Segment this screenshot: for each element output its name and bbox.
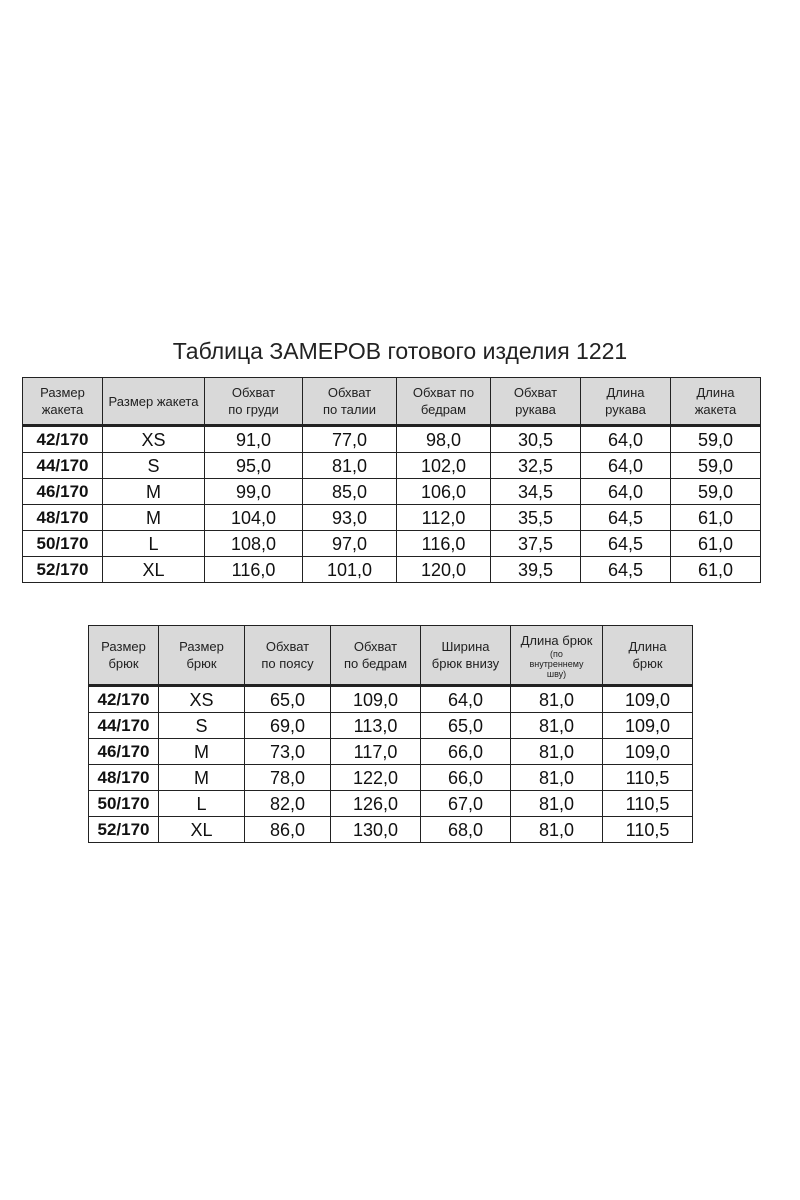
value-cell: 81,0 bbox=[303, 453, 397, 479]
size-cell: 42/170 bbox=[23, 426, 103, 453]
value-cell: L bbox=[103, 531, 205, 557]
size-cell: 46/170 bbox=[23, 479, 103, 505]
value-cell: L bbox=[159, 791, 245, 817]
value-cell: 101,0 bbox=[303, 557, 397, 583]
table-row bbox=[89, 713, 693, 739]
value-cell: 30,5 bbox=[491, 426, 581, 453]
size-cell: 50/170 bbox=[23, 531, 103, 557]
value-cell: 64,5 bbox=[581, 531, 671, 557]
value-cell: 81,0 bbox=[511, 739, 603, 765]
table-row bbox=[89, 739, 693, 765]
value-cell: 109,0 bbox=[603, 739, 693, 765]
column-header: Обхват по талии bbox=[303, 378, 397, 426]
size-cell: 48/170 bbox=[89, 765, 159, 791]
value-cell: 81,0 bbox=[511, 713, 603, 739]
size-cell: 48/170 bbox=[23, 505, 103, 531]
value-cell: 130,0 bbox=[331, 817, 421, 843]
value-cell: 112,0 bbox=[397, 505, 491, 531]
value-cell: 81,0 bbox=[511, 817, 603, 843]
column-header: Размер жакета bbox=[103, 378, 205, 426]
value-cell: 109,0 bbox=[603, 686, 693, 713]
table-row bbox=[89, 791, 693, 817]
value-cell: 110,5 bbox=[603, 791, 693, 817]
value-cell: 61,0 bbox=[671, 505, 761, 531]
value-cell: 91,0 bbox=[205, 426, 303, 453]
table-header-row bbox=[23, 378, 761, 426]
value-cell: 109,0 bbox=[603, 713, 693, 739]
column-header: Обхват по бедрам bbox=[331, 626, 421, 686]
value-cell: 117,0 bbox=[331, 739, 421, 765]
value-cell: 108,0 bbox=[205, 531, 303, 557]
table-row bbox=[23, 426, 761, 453]
value-cell: 61,0 bbox=[671, 531, 761, 557]
value-cell: 97,0 bbox=[303, 531, 397, 557]
table-row bbox=[89, 686, 693, 713]
value-cell: 64,5 bbox=[581, 557, 671, 583]
size-cell: 44/170 bbox=[89, 713, 159, 739]
value-cell: 106,0 bbox=[397, 479, 491, 505]
value-cell: M bbox=[159, 739, 245, 765]
table-row bbox=[23, 531, 761, 557]
value-cell: 109,0 bbox=[331, 686, 421, 713]
value-cell: 95,0 bbox=[205, 453, 303, 479]
value-cell: 66,0 bbox=[421, 739, 511, 765]
value-cell: 102,0 bbox=[397, 453, 491, 479]
column-header: Длина жакета bbox=[671, 378, 761, 426]
table-row bbox=[23, 557, 761, 583]
jacket-measurements-table bbox=[22, 377, 761, 583]
value-cell: 93,0 bbox=[303, 505, 397, 531]
column-header-note: (по внутреннему шву) bbox=[529, 648, 584, 679]
value-cell: 59,0 bbox=[671, 479, 761, 505]
value-cell: 32,5 bbox=[491, 453, 581, 479]
value-cell: 59,0 bbox=[671, 426, 761, 453]
value-cell: 99,0 bbox=[205, 479, 303, 505]
column-header: Ширина брюк внизу bbox=[421, 626, 511, 686]
value-cell: 64,0 bbox=[581, 479, 671, 505]
value-cell: S bbox=[103, 453, 205, 479]
value-cell: 98,0 bbox=[397, 426, 491, 453]
column-header: Обхват по бедрам bbox=[397, 378, 491, 426]
value-cell: XL bbox=[159, 817, 245, 843]
size-cell: 52/170 bbox=[89, 817, 159, 843]
column-header bbox=[511, 626, 603, 686]
value-cell: M bbox=[103, 479, 205, 505]
value-cell: 64,0 bbox=[581, 426, 671, 453]
column-header: Длина рукава bbox=[581, 378, 671, 426]
size-cell: 44/170 bbox=[23, 453, 103, 479]
size-cell: 52/170 bbox=[23, 557, 103, 583]
value-cell: 104,0 bbox=[205, 505, 303, 531]
column-header: Длина брюк bbox=[603, 626, 693, 686]
value-cell: 35,5 bbox=[491, 505, 581, 531]
column-header: Размер брюк bbox=[159, 626, 245, 686]
table-row bbox=[89, 817, 693, 843]
value-cell: XS bbox=[159, 686, 245, 713]
value-cell: 77,0 bbox=[303, 426, 397, 453]
value-cell: 86,0 bbox=[245, 817, 331, 843]
size-cell: 46/170 bbox=[89, 739, 159, 765]
value-cell: 64,0 bbox=[581, 453, 671, 479]
value-cell: 116,0 bbox=[397, 531, 491, 557]
value-cell: XS bbox=[103, 426, 205, 453]
value-cell: 39,5 bbox=[491, 557, 581, 583]
value-cell: 113,0 bbox=[331, 713, 421, 739]
value-cell: 81,0 bbox=[511, 765, 603, 791]
value-cell: 126,0 bbox=[331, 791, 421, 817]
table-header-row bbox=[89, 626, 693, 686]
value-cell: 65,0 bbox=[421, 713, 511, 739]
value-cell: 34,5 bbox=[491, 479, 581, 505]
column-header: Обхват по поясу bbox=[245, 626, 331, 686]
value-cell: 110,5 bbox=[603, 765, 693, 791]
pants-measurements-table bbox=[88, 625, 693, 843]
value-cell: 81,0 bbox=[511, 686, 603, 713]
value-cell: S bbox=[159, 713, 245, 739]
value-cell: 85,0 bbox=[303, 479, 397, 505]
size-cell: 50/170 bbox=[89, 791, 159, 817]
value-cell: 59,0 bbox=[671, 453, 761, 479]
page-title: Таблица ЗАМЕРОВ готового изделия 1221 bbox=[172, 338, 628, 364]
value-cell: 82,0 bbox=[245, 791, 331, 817]
column-header: Обхват по груди bbox=[205, 378, 303, 426]
column-header: Обхват рукава bbox=[491, 378, 581, 426]
value-cell: 110,5 bbox=[603, 817, 693, 843]
table-row bbox=[23, 479, 761, 505]
value-cell: 122,0 bbox=[331, 765, 421, 791]
value-cell: 65,0 bbox=[245, 686, 331, 713]
value-cell: M bbox=[103, 505, 205, 531]
column-header-label: Длина брюк bbox=[520, 632, 593, 648]
value-cell: 61,0 bbox=[671, 557, 761, 583]
value-cell: 64,5 bbox=[581, 505, 671, 531]
value-cell: 68,0 bbox=[421, 817, 511, 843]
column-header: Размер брюк bbox=[89, 626, 159, 686]
value-cell: 116,0 bbox=[205, 557, 303, 583]
value-cell: 37,5 bbox=[491, 531, 581, 557]
value-cell: 67,0 bbox=[421, 791, 511, 817]
table-row bbox=[23, 505, 761, 531]
value-cell: 64,0 bbox=[421, 686, 511, 713]
value-cell: 78,0 bbox=[245, 765, 331, 791]
table-row bbox=[23, 453, 761, 479]
size-cell: 42/170 bbox=[89, 686, 159, 713]
value-cell: 120,0 bbox=[397, 557, 491, 583]
value-cell: 81,0 bbox=[511, 791, 603, 817]
value-cell: M bbox=[159, 765, 245, 791]
table-row bbox=[89, 765, 693, 791]
column-header: Размер жакета bbox=[23, 378, 103, 426]
value-cell: 73,0 bbox=[245, 739, 331, 765]
value-cell: 69,0 bbox=[245, 713, 331, 739]
value-cell: XL bbox=[103, 557, 205, 583]
value-cell: 66,0 bbox=[421, 765, 511, 791]
